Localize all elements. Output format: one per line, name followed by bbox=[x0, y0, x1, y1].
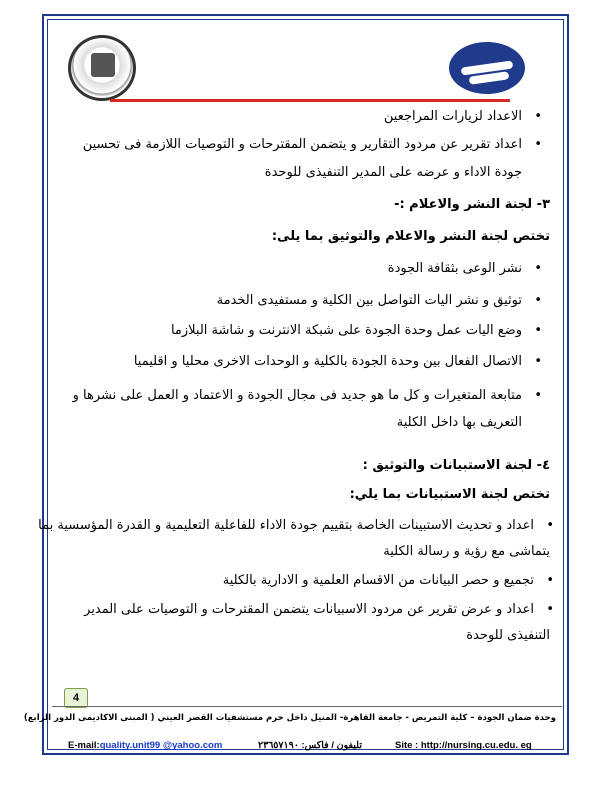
list-item: • توثيق و نشر اليات التواصل بين الكلية و مستفيدى الخدمة bbox=[217, 293, 522, 308]
section-subtitle: تختص لجنة الاستبيانات بما يلي: bbox=[349, 487, 550, 502]
email-link[interactable]: quality.unit99 @yahoo.com bbox=[99, 740, 223, 751]
list-item-continuation: يتماشى مع رؤية و رسالة الكلية bbox=[383, 544, 550, 559]
list-item: • اعداد تقرير عن مردود التقارير و يتضمن المقترحات و التوصيات اللازمة فى تحسين bbox=[83, 137, 522, 152]
footer-site-link[interactable]: Site : http://nursing.cu.edu. eg bbox=[395, 740, 532, 751]
list-item: • الاعداد لزيارات المراجعين bbox=[384, 109, 522, 124]
quality-unit-logo-icon bbox=[449, 42, 525, 94]
list-item: • نشر الوعى بثقافة الجودة bbox=[388, 261, 522, 276]
footer-phone: تليفون / فاكس: ٢٣٦٥٧١٩٠ bbox=[258, 740, 362, 751]
list-item: • تجميع و حصر البيانات من الاقسام العلمية و الادارية بالكلية bbox=[223, 573, 534, 588]
list-item: • اعداد و عرض تقرير عن مردود الاسبيانات يتضمن المقترحات و التوصيات على المدير bbox=[84, 602, 534, 617]
list-item: • اعداد و تحديث الاستبينات الخاصة بتقييم جودة الاداء للفاعلية التعليمية و القدرة المؤسسية بما bbox=[38, 518, 534, 533]
section-title: ٣- لجنة النشر والاعلام :- bbox=[394, 197, 550, 212]
list-item-continuation: جودة الاداء و عرضه على المدير التنفيذى للوحدة bbox=[264, 165, 522, 180]
email-label: E-mail: bbox=[68, 740, 100, 751]
faculty-seal-icon bbox=[68, 35, 136, 101]
list-item-continuation: التنفيذى للوحدة bbox=[466, 628, 550, 643]
header-divider bbox=[110, 99, 510, 102]
footer-email bbox=[68, 740, 222, 751]
list-item: • وضع اليات عمل وحدة الجودة على شبكة الانترنت و شاشة البلازما bbox=[171, 323, 522, 338]
list-item: • متابعة المتغيرات و كل ما هو جديد فى مجال الجودة و الاعتماد و العمل على نشرها و bbox=[73, 388, 522, 403]
section-title: ٤- لجنة الاستبيانات والتوثيق : bbox=[362, 458, 550, 473]
page-number: 4 bbox=[64, 688, 88, 708]
section-subtitle: تختص لجنة النشر والاعلام والتوثيق بما يلى: bbox=[271, 229, 550, 244]
seal-emblem-icon bbox=[91, 53, 115, 77]
list-item-continuation: التعريف بها داخل الكلية bbox=[396, 415, 522, 430]
footer-divider bbox=[52, 706, 562, 707]
footer-address: وحدة ضمان الجودة – كلية التمريض - جامعة القاهرة- المنيل داخل حرم مستشفيات القصر العيني ( المبنى الاكاديمى الدور الرابع) bbox=[23, 713, 556, 723]
list-item: • الاتصال الفعال بين وحدة الجودة بالكلية و الوحدات الاخرى محليا و اقليميا bbox=[134, 354, 522, 369]
